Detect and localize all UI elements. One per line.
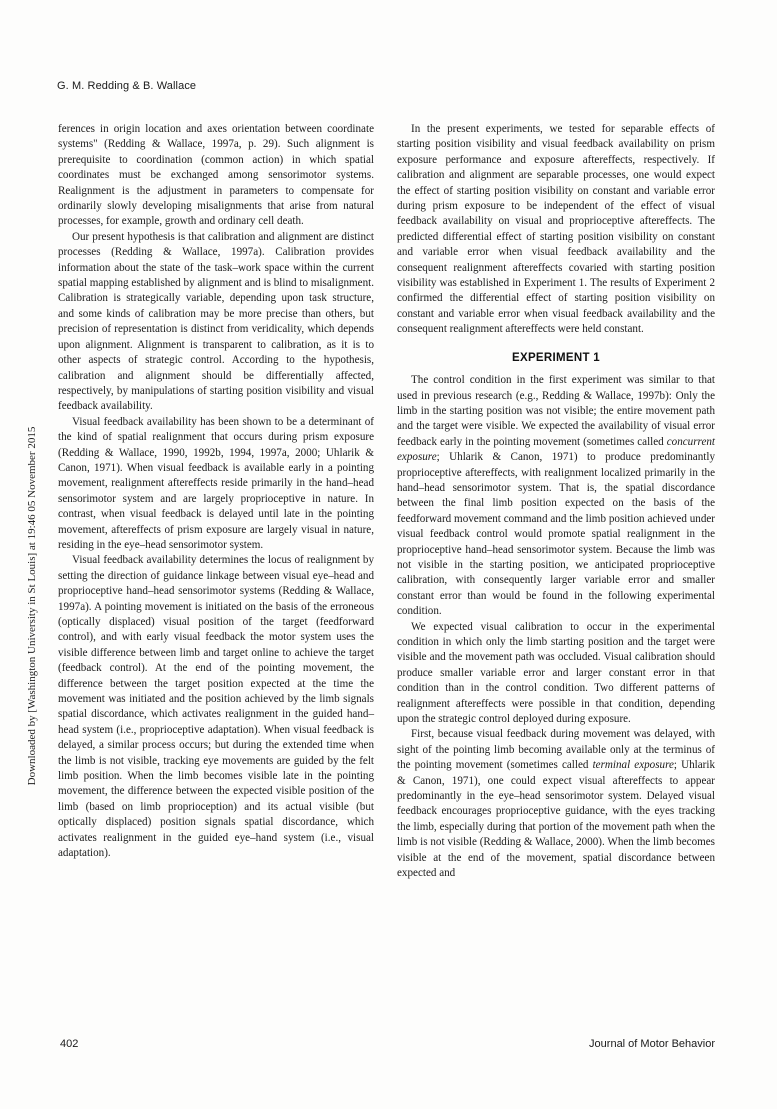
download-watermark: Downloaded by [Washington University in St Louis] at 19:46 05 November 2015 [26, 426, 38, 786]
right-paragraph-4-rest: ; Uhlarik & Canon, 1971), one could expect visual aftereffects to appear predominantly in the eye–head sensorimotor system. Delayed visual feedback encourages proprioceptive guidance, with the eyes tracking the limb, especially during that portion of the movement path when the limb is not visible (Redding & Wallace, 2000). When the limb becomes visible at the end of the movement, spatial discordance between expected and [397, 759, 715, 880]
left-paragraph-3: Visual feedback availability has been shown to be a determinant of the kind of spatial realignment that occurs during prism exposure (Redding & Wallace, 1990, 1992b, 1994, 1997a, 2000; Uhlarik & Canon, 1971). When visual feedback is available early in a pointing movement, realignment aftereffects reside primarily in the hand–head sensorimotor system and are largely proprioceptive in nature. In contrast, when visual feedback is delayed until late in the pointing movement, aftereffects of prism exposure are largely visual in nature, residing in the eye–head sensorimotor system. [58, 415, 374, 551]
journal-name: Journal of Motor Behavior [589, 1038, 715, 1050]
right-paragraph-3: We expected visual calibration to occur in the experimental condition in which only the limb starting position and the target were visible and the movement path was occluded. Visual calibration should produce smaller variable error and larger constant error in that condition than in the control condition. Two different patterns of realignment aftereffects were possible in that condition, depending upon the strategic control deployed during exposure. [397, 620, 715, 726]
right-paragraph-1: In the present experiments, we tested for separable effects of starting position visibility and visual feedback availability on prism exposure performance and exposure aftereffects, respectively. If calibration and alignment are separable processes, one would expect the effect of starting position visibility on constant and variable error during prism exposure to be independent of the effect of visual feedback availability on visual and proprioceptive aftereffects. The predicted differential effect of starting position visibility on constant and variable error when visual feedback availability and the consequent realignment aftereffects covaried with starting position visibility was established in Experiment 1. The results of Experiment 2 confirmed the differential effect of starting position visibility on constant and variable error when visual feedback availability and the consequent realignment aftereffects were held constant. [397, 123, 715, 336]
italic-term-terminal-exposure: terminal exposure [592, 759, 674, 772]
right-paragraph-2-text: The control condition in the first experiment was similar to that used in previous research (e.g., Redding & Wallace, 1997b): Only the limb in the starting position was not visible; the entire movement path and the target were visible. We expected the availability of visual error feedback early in the pointing movement (sometimes called [397, 374, 715, 448]
right-paragraph-2-rest: ; Uhlarik & Canon, 1971) to produce predominantly proprioceptive aftereffects, with realignment localized primarily in the hand–head sensorimotor system. That is, the spatial discordance between the final limb position expected on the basis of the feedforward movement command and the limb position achieved under visual feedback control would promote spatial realignment in the proprioceptive hand–head sensorimotor system. Because the limb was not visible in the starting position, we anticipated proprioceptive calibration, with consequently larger variable error and smaller constant error than would be found in the following experimental condition. [397, 451, 715, 618]
right-paragraph-2 [397, 373, 715, 620]
page-number: 402 [60, 1038, 79, 1050]
right-paragraph-4 [397, 727, 715, 881]
left-paragraph-2: Our present hypothesis is that calibration and alignment are distinct processes (Redding & Wallace, 1997a). Calibration provides information about the state of the task–work space within the current spatial mapping established by alignment and is blind to misalignment. Calibration is strategically variable, depending upon task structure, and some kinds of calibration may be more precise than others, but precision of representation is distinct from veridicality, which depends upon alignment. Alignment is transparent to calibration, as it is to other aspects of strategic control. According to the hypothesis, calibration and alignment should be differentially affected, respectively, by manipulations of starting position visibility and visual feedback availability. [58, 230, 374, 413]
section-heading: EXPERIMENT 1 [512, 351, 600, 364]
left-paragraph-1: ferences in origin location and axes orientation between coordinate systems" (Redding & Wallace, 1997a, p. 29). Such alignment is prerequisite to coordination (common action) in which spatial coordinates must be exchanged among sensorimotor systems. Realignment is the adjustment in parameters to compensate for ordinarily slowly developing misalignments that arise from natural processes, for example, growth and ordinary cell death. [58, 123, 374, 228]
right-paragraph-4-text: First, because visual feedback during movement was delayed, with sight of the pointing limb becoming available only at the terminus of the pointing movement (sometimes called [397, 728, 715, 772]
italic-term-concurrent-exposure: concurrent exposure [397, 435, 715, 464]
left-column [58, 122, 374, 862]
left-paragraph-4: Visual feedback availability determines the locus of realignment by setting the direction of guidance linkage between visual eye–head and proprioceptive hand–head sensorimotor systems (Redding & Wallace, 1997a). A pointing movement is initiated on the basis of the erroneous (optically displaced) visual position of the target (feedforward control), and with early visual feedback the motor system uses the visible difference between limb and target online to achieve the target (feedback control). At the end of the pointing movement, the difference between the target position expected at the time the movement was initiated and the position achieved by the limb signals spatial discordance, which activates realignment in the guided hand–head system (i.e., proprioceptive adaptation). When visual feedback is delayed, a similar process occurs; but during the extended time when the limb is not visible, tracking eye movements are guided by the felt limb position. When the limb becomes visible late in the pointing movement, the difference between the expected visible position of the limb (based on limb proprioception) and its actual visible (but optically displaced) position signals spatial discordance, which activates realignment in the guided eye–hand system (i.e., visual adaptation). [58, 554, 374, 860]
running-head: G. M. Redding & B. Wallace [57, 80, 197, 92]
right-column [397, 122, 715, 882]
